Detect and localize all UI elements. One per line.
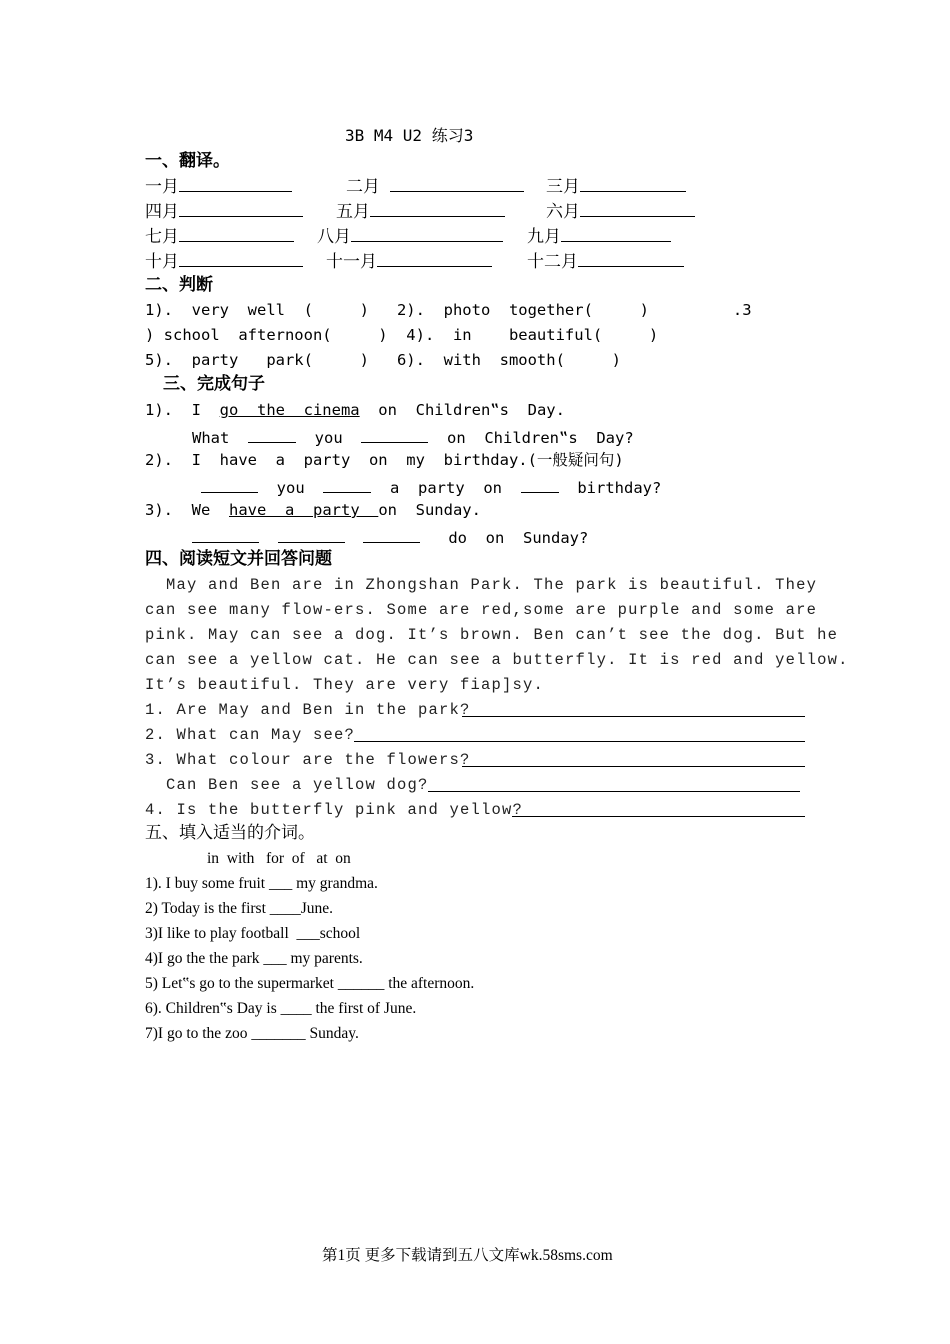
fill-item: 3)I like to play football ___school xyxy=(145,925,361,942)
sentence-1a: 1). I go the cinema on Children‟s Day. xyxy=(145,401,565,419)
section1-heading: 一、翻译。 xyxy=(145,151,230,171)
judge-line-3: 5). party park( ) 6). with smooth( ) xyxy=(145,351,621,369)
passage-line: can see a yellow cat. He can see a butterfly. It is red and yellow. xyxy=(145,651,849,669)
answer-line xyxy=(462,716,805,717)
sentence-3b: do on Sunday? xyxy=(192,528,588,547)
translate-item: 九月 xyxy=(527,227,671,246)
sentence-1b: What you on Children‟s Day? xyxy=(192,429,634,447)
translate-item: 十月 xyxy=(145,252,303,271)
fill-item: 1). I buy some fruit ___ my grandma. xyxy=(145,875,378,892)
passage-line: can see many flow-ers. Some are red,some are purple and some are xyxy=(145,601,818,619)
translate-item: 一月 xyxy=(145,177,292,196)
reading-question: Can Ben see a yellow dog? xyxy=(145,776,429,794)
sentence-3a: 3). We have a party on Sunday. xyxy=(145,501,481,519)
judge-line-1: 1). very well ( ) 2). photo together( ) .3 xyxy=(145,301,752,319)
passage-line: It’s beautiful. They are very fiap]sy. xyxy=(145,676,545,694)
reading-question: 1. Are May and Ben in the park? xyxy=(145,701,471,719)
section5-heading: 五、填入适当的介词。 xyxy=(145,823,315,843)
reading-question: 3. What colour are the flowers? xyxy=(145,751,471,769)
answer-line xyxy=(462,766,805,767)
fill-item: 5) Let‟s go to the supermarket ______ the afternoon. xyxy=(145,975,475,992)
translate-item: 八月 xyxy=(317,227,503,246)
translate-item: 二月 xyxy=(346,177,524,196)
translate-item: 三月 xyxy=(546,177,686,196)
page-footer: 第1页 更多下载请到五八文库wk.58sms.com xyxy=(322,1247,613,1264)
section3-heading: 三、完成句子 xyxy=(163,374,265,394)
sentence-2b: you a party on birthday? xyxy=(201,478,661,497)
section2-heading: 二、判断 xyxy=(145,275,213,295)
fill-item: 4)I go the the park ___ my parents. xyxy=(145,950,363,967)
translate-item: 七月 xyxy=(145,227,294,246)
word-bank: in with for of at on xyxy=(207,850,351,867)
answer-line xyxy=(428,791,800,792)
reading-question: 2. What can May see? xyxy=(145,726,356,744)
reading-question: 4. Is the butterfly pink and yellow? xyxy=(145,801,524,819)
translate-item: 十二月 xyxy=(527,252,684,271)
passage-line: pink. May can see a dog. It’s brown. Ben can’t see the dog. But he xyxy=(145,626,839,644)
answer-line xyxy=(354,741,805,742)
fill-item: 2) Today is the first ____June. xyxy=(145,900,334,917)
translate-item: 六月 xyxy=(546,202,695,221)
section4-heading: 四、阅读短文并回答问题 xyxy=(145,549,332,569)
judge-line-2: ) school afternoon( ) 4). in beautiful( ) xyxy=(145,326,659,344)
page-title: 3B M4 U2 练习3 xyxy=(345,126,474,145)
translate-item: 十一月 xyxy=(326,252,492,271)
answer-line xyxy=(512,816,805,817)
translate-item: 四月 xyxy=(145,202,303,221)
fill-item: 6). Children‟s Day is ____ the first of June. xyxy=(145,1000,417,1017)
sentence-2a: 2). I have a party on my birthday.(一般疑问句) xyxy=(145,451,624,469)
fill-item: 7)I go to the zoo _______ Sunday. xyxy=(145,1025,359,1042)
passage-line: May and Ben are in Zhongshan Park. The park is beautiful. They xyxy=(145,576,818,594)
translate-item: 五月 xyxy=(336,202,505,221)
